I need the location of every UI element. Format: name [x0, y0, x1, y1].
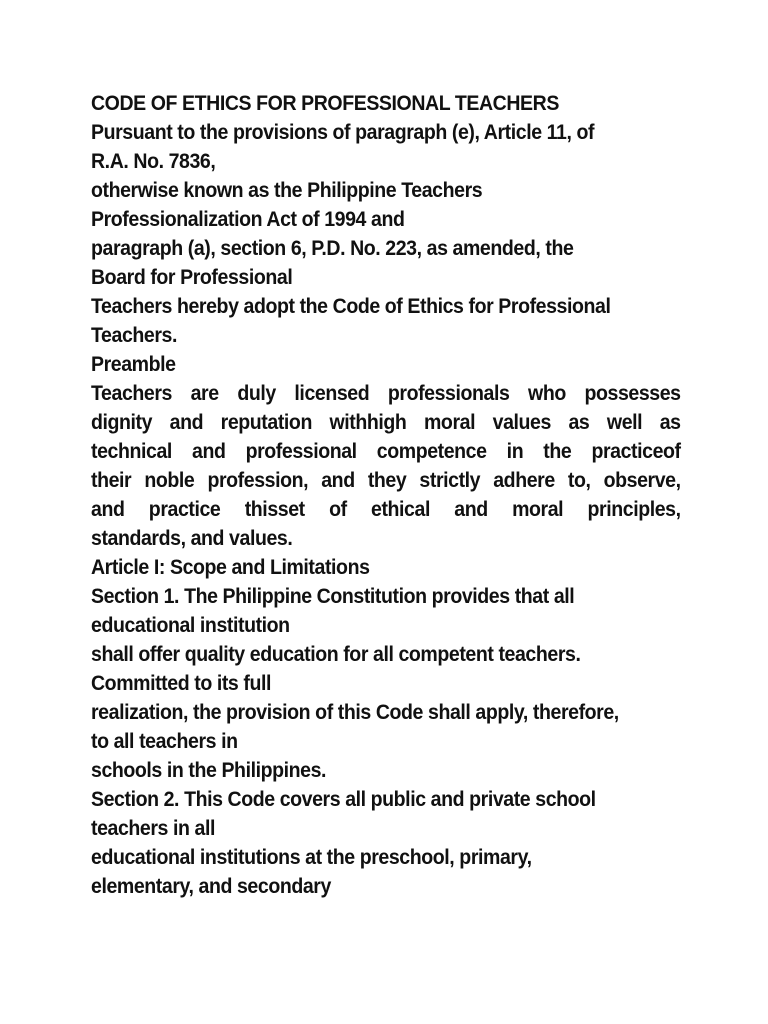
section-line: shall offer quality education for all competent teachers.: [91, 643, 581, 666]
section-line: schools in the Philippines.: [91, 759, 327, 782]
section-line: Section 2. This Code covers all public and private school: [91, 788, 596, 811]
intro-line: R.A. No. 7836,: [91, 150, 216, 173]
preamble-line: technical and professional competence in the practiceof: [91, 440, 681, 463]
intro-line: Professionalization Act of 1994 and: [91, 208, 405, 231]
preamble-heading: Preamble: [91, 353, 176, 376]
intro-line: otherwise known as the Philippine Teachers: [91, 179, 483, 202]
section-line: educational institutions at the preschool, primary,: [91, 846, 532, 869]
intro-line: Pursuant to the provisions of paragraph (e), Article 11, of: [91, 121, 595, 144]
section-line: Committed to its full: [91, 672, 271, 695]
intro-line: Teachers hereby adopt the Code of Ethics for Professional: [91, 295, 611, 318]
preamble-line: dignity and reputation withhigh moral values as well as: [91, 411, 681, 434]
section-line: educational institution: [91, 614, 290, 637]
intro-line: Teachers.: [91, 324, 177, 347]
section-line: elementary, and secondary: [91, 875, 331, 898]
section-line: Section 1. The Philippine Constitution provides that all: [91, 585, 575, 608]
preamble-line: their noble profession, and they strictly adhere to, observe,: [91, 469, 681, 492]
document-title: CODE OF ETHICS FOR PROFESSIONAL TEACHERS: [91, 92, 559, 115]
section-line: to all teachers in: [91, 730, 238, 753]
intro-line: paragraph (a), section 6, P.D. No. 223, as amended, the: [91, 237, 574, 260]
article-heading: Article I: Scope and Limitations: [91, 556, 370, 579]
section-line: realization, the provision of this Code shall apply, therefore,: [91, 701, 619, 724]
preamble-line: and practice thisset of ethical and moral principles,: [91, 498, 681, 521]
intro-line: Board for Professional: [91, 266, 293, 289]
preamble-line: standards, and values.: [91, 527, 293, 550]
section-line: teachers in all: [91, 817, 215, 840]
document-body: [91, 89, 681, 901]
preamble-line: Teachers are duly licensed professionals who possesses: [91, 382, 681, 405]
